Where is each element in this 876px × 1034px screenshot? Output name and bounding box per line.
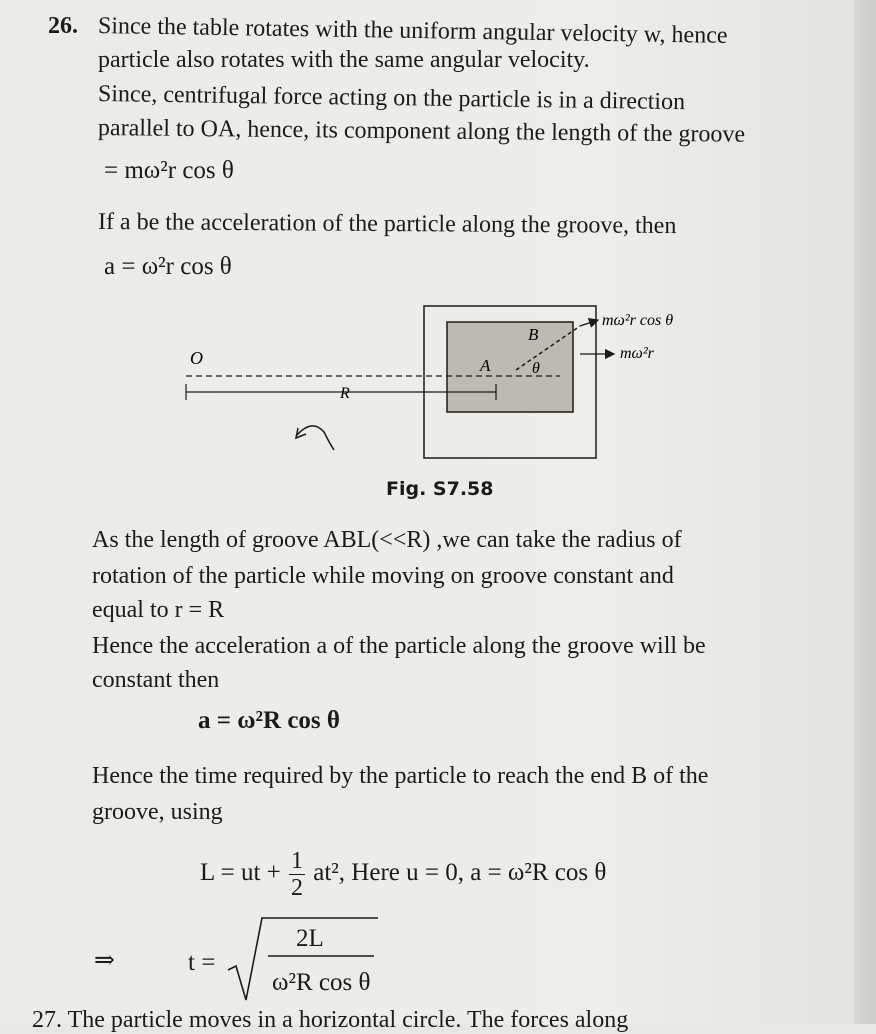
para2-line-3: equal to r = R [92, 597, 225, 623]
figure-caption: Fig. S7.58 [386, 478, 494, 500]
label-theta: θ [532, 360, 540, 377]
eq5-denominator: ω²R cos θ [272, 969, 371, 996]
text-line-2: particle also rotates with the same angular velocity. [98, 47, 590, 73]
label-a: A [480, 356, 491, 375]
implies-symbol: ⇒ [94, 947, 115, 974]
label-r: R [340, 385, 350, 402]
eq5-lhs: t = [188, 949, 216, 976]
equation-kinematic [200, 848, 606, 901]
rotation-arrow [296, 426, 334, 450]
problem-number: 26. [48, 13, 78, 39]
equation-component: = mω²r cos θ [104, 157, 234, 184]
text-line-3: Since, centrifugal force acting on the particle is in a direction [97, 81, 686, 116]
half-fraction: $\frac{1}{2}$ [291, 848, 303, 901]
para2-line-4: Hence the acceleration a of the particle along the groove will be [92, 633, 706, 659]
equation-accel: a = ω²r cos θ [104, 253, 232, 280]
equation-accel-r: a = ω²R cos θ [198, 707, 340, 734]
eq5-numerator: 2L [296, 925, 324, 952]
para2-line-1: As the length of groove ABL(<<R) ,we can take the radius of [92, 527, 682, 553]
label-b: B [528, 325, 539, 344]
inner-table-box [447, 322, 573, 412]
text-line-1: Since the table rotates with the uniform angular velocity w, hence [97, 13, 728, 49]
label-o: O [190, 348, 203, 368]
next-problem-line: 27. The particle moves in a horizontal circle. The forces along [32, 1007, 629, 1033]
para2-line-5: constant then [92, 667, 220, 693]
eq4-rhs: at², Here u = 0, a = ω²R cos θ [313, 859, 607, 887]
eq4-lhs: L = ut + [200, 859, 281, 887]
label-force-cos: mω²r cos θ [602, 312, 674, 329]
para3-line-1: Hence the time required by the particle to reach the end B of the [92, 763, 709, 789]
label-force: mω²r [620, 345, 654, 362]
para2-line-2: rotation of the particle while moving on groove constant and [92, 563, 674, 589]
para3-line-2: groove, using [92, 799, 223, 825]
text-line-accel: If a be the acceleration of the particle along the groove, then [97, 209, 677, 240]
text-line-4: parallel to OA, hence, its component along the length of the groove [97, 115, 746, 148]
